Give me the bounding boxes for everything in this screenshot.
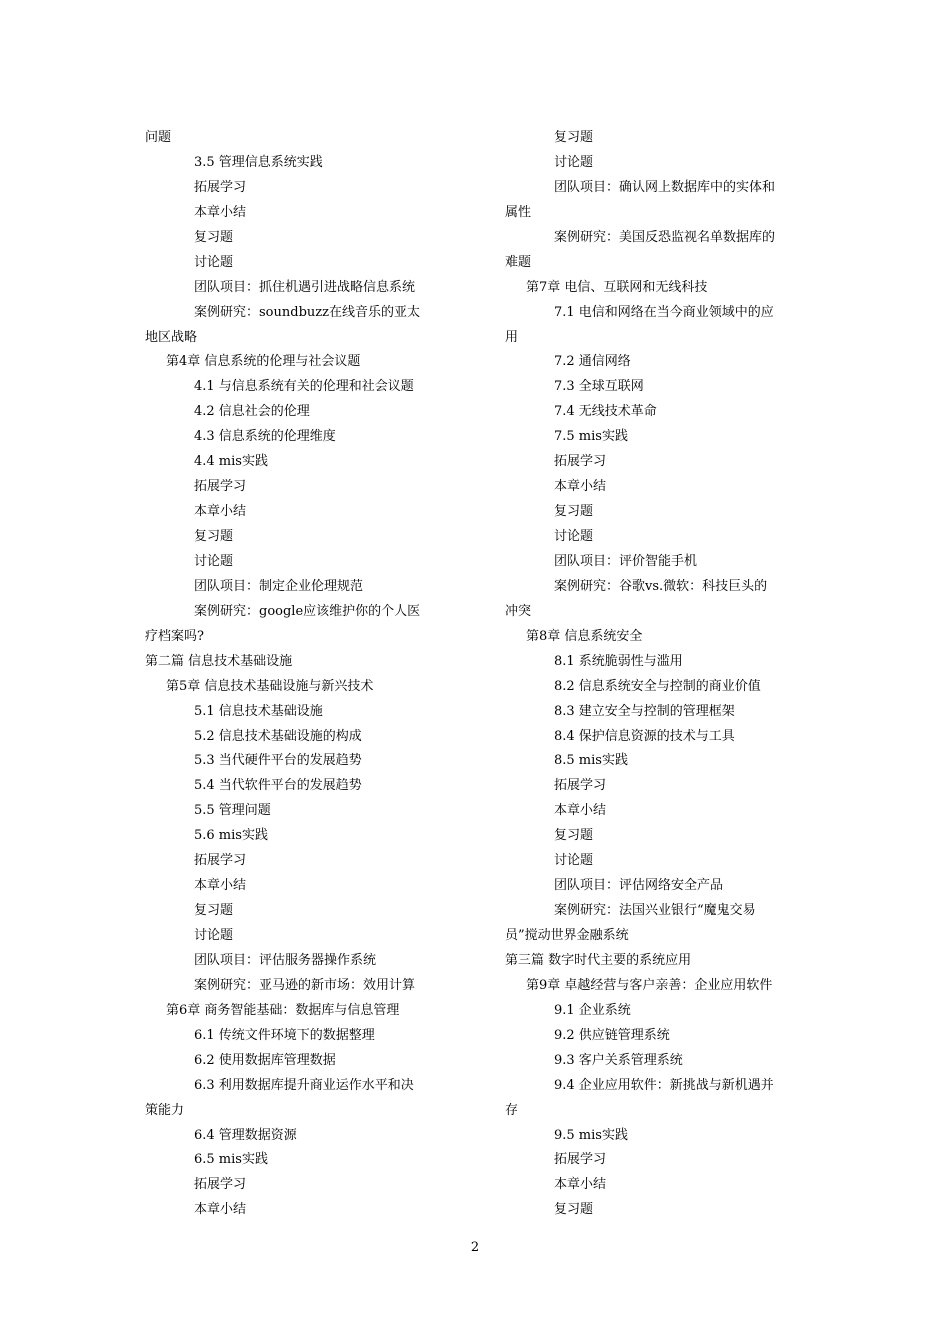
toc-line: 复习题	[554, 504, 594, 520]
toc-line: 团队项目：确认网上数据库中的实体和	[554, 179, 776, 195]
toc-line: 拓展学习	[194, 1177, 247, 1193]
toc-line: 问题	[145, 130, 172, 145]
toc-line: 本章小结	[194, 204, 247, 220]
toc-line: 第9章 卓越经营与客户亲善：企业应用软件	[526, 977, 773, 993]
toc-line: 5.1 信息技术基础设施	[194, 703, 323, 719]
toc-line: 7.3 全球互联网	[554, 379, 644, 395]
toc-line: 策能力	[145, 1102, 185, 1118]
toc-line: 8.1 系统脆弱性与滥用	[554, 653, 683, 669]
toc-line: 员”搅动世界金融系统	[505, 928, 629, 943]
toc-line: 7.1 电信和网络在当今商业领域中的应	[554, 304, 774, 320]
toc-line: 团队项目：制定企业伦理规范	[194, 578, 364, 594]
toc-line: 案例研究：谷歌vs.微软：科技巨头的	[554, 578, 768, 594]
toc-line: 9.3 客户关系管理系统	[554, 1052, 683, 1068]
toc-line: 6.5 mis实践	[194, 1152, 268, 1168]
toc-line: 第二篇 信息技术基础设施	[145, 653, 293, 669]
toc-line: 冲突	[505, 603, 532, 619]
page-number: 2	[470, 1240, 480, 1255]
toc-line: 6.3 利用数据库提升商业运作水平和决	[194, 1077, 414, 1093]
toc-line: 9.1 企业系统	[554, 1002, 631, 1018]
toc-line: 5.4 当代软件平台的发展趋势	[194, 778, 362, 794]
toc-line: 9.4 企业应用软件：新挑战与新机遇并	[554, 1077, 774, 1093]
toc-line: 地区战略	[145, 329, 198, 345]
toc-line: 8.2 信息系统安全与控制的商业价值	[554, 678, 761, 694]
toc-line: 团队项目：评估服务器操作系统	[194, 952, 377, 968]
toc-line: 6.2 使用数据库管理数据	[194, 1052, 336, 1068]
toc-line: 存	[505, 1102, 519, 1118]
toc-line: 团队项目：抓住机遇引进战略信息系统	[194, 279, 416, 295]
toc-line: 7.5 mis实践	[554, 429, 628, 445]
toc-line: 8.5 mis实践	[554, 753, 628, 769]
toc-line: 第三篇 数字时代主要的系统应用	[505, 952, 692, 968]
toc-line: 复习题	[194, 529, 234, 544]
toc-line: 5.3 当代硬件平台的发展趋势	[194, 753, 362, 769]
toc-line: 拓展学习	[554, 1152, 607, 1168]
toc-right-column	[505, 126, 810, 1223]
toc-line: 拓展学习	[194, 479, 247, 495]
toc-line: 4.4 mis实践	[194, 454, 268, 470]
toc-line: 复习题	[554, 828, 594, 844]
toc-line: 复习题	[194, 903, 234, 919]
toc-line: 拓展学习	[194, 853, 247, 869]
toc-line: 复习题	[554, 130, 594, 145]
toc-line: 案例研究：法国兴业银行“魔鬼交易	[554, 903, 756, 919]
toc-left-column	[145, 126, 445, 1223]
toc-line: 本章小结	[554, 1177, 607, 1193]
toc-line: 本章小结	[554, 479, 607, 495]
toc-line: 本章小结	[554, 803, 607, 819]
toc-line: 案例研究：google应该维护你的个人医	[194, 603, 421, 619]
toc-line: 第6章 商务智能基础：数据库与信息管理	[166, 1002, 400, 1018]
toc-line: 团队项目：评估网络安全产品	[554, 878, 724, 894]
toc-line: 第7章 电信、互联网和无线科技	[526, 279, 708, 295]
toc-line: 4.3 信息系统的伦理维度	[194, 429, 336, 445]
toc-line: 第8章 信息系统安全	[526, 628, 643, 644]
toc-line: 本章小结	[194, 1202, 247, 1218]
toc-line: 6.4 管理数据资源	[194, 1127, 297, 1143]
toc-line: 本章小结	[194, 878, 247, 894]
toc-line: 6.1 传统文件环境下的数据整理	[194, 1027, 375, 1043]
toc-line: 讨论题	[554, 529, 594, 544]
toc-line: 8.4 保护信息资源的技术与工具	[554, 728, 735, 744]
toc-line: 5.5 管理问题	[194, 803, 271, 819]
toc-line: 讨论题	[194, 254, 234, 270]
toc-line: 8.3 建立安全与控制的管理框架	[554, 703, 735, 719]
toc-line: 4.2 信息社会的伦理	[194, 404, 310, 420]
toc-line: 5.6 mis实践	[194, 828, 268, 844]
toc-line: 讨论题	[194, 928, 234, 943]
toc-line: 讨论题	[554, 853, 594, 869]
toc-line: 疗档案吗?	[145, 628, 204, 644]
toc-line: 拓展学习	[194, 179, 247, 195]
toc-line: 9.2 供应链管理系统	[554, 1027, 670, 1043]
toc-line: 讨论题	[194, 553, 234, 569]
toc-line: 拓展学习	[554, 454, 607, 470]
toc-line: 案例研究：soundbuzz在线音乐的亚太	[194, 304, 420, 320]
toc-line: 4.1 与信息系统有关的伦理和社会议题	[194, 379, 414, 395]
toc-line: 案例研究：美国反恐监视名单数据库的	[554, 229, 776, 245]
toc-line: 讨论题	[554, 154, 594, 170]
toc-line: 复习题	[194, 229, 234, 245]
toc-line: 3.5 管理信息系统实践	[194, 154, 323, 170]
toc-line: 第4章 信息系统的伦理与社会议题	[166, 354, 361, 370]
toc-line: 难题	[505, 254, 532, 270]
toc-line: 复习题	[554, 1202, 594, 1218]
toc-line: 第5章 信息技术基础设施与新兴技术	[166, 678, 374, 694]
toc-line: 用	[505, 329, 519, 345]
toc-line: 7.4 无线技术革命	[554, 404, 657, 420]
toc-line: 团队项目：评价智能手机	[554, 553, 698, 569]
toc-line: 案例研究：亚马逊的新市场：效用计算	[194, 977, 416, 993]
toc-line: 7.2 通信网络	[554, 354, 631, 370]
toc-line: 拓展学习	[554, 778, 607, 794]
toc-line: 9.5 mis实践	[554, 1127, 628, 1143]
toc-line: 属性	[505, 204, 532, 220]
toc-line: 5.2 信息技术基础设施的构成	[194, 728, 362, 744]
toc-line: 本章小结	[194, 504, 247, 520]
